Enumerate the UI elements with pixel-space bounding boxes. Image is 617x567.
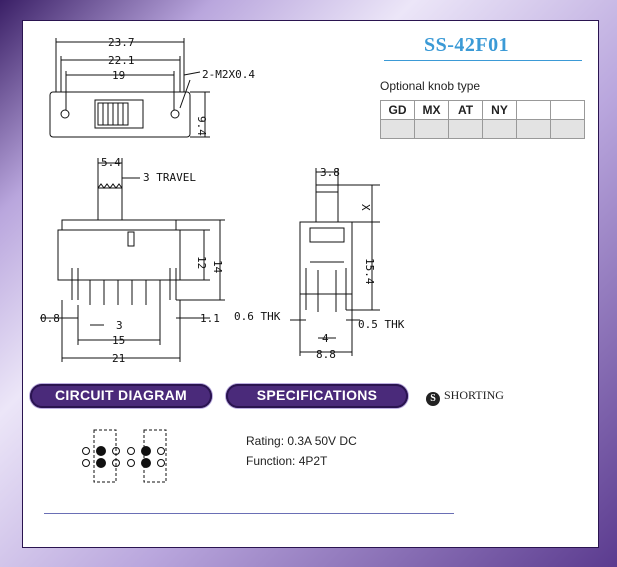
dim-hole-spec: 2-M2X0.4 — [202, 68, 255, 81]
dim-side-x: X — [359, 204, 372, 211]
circuit-diagram-label: CIRCUIT DIAGRAM — [54, 387, 188, 403]
knob-cell-at: AT — [449, 101, 483, 120]
knob-cell-ny: NY — [483, 101, 517, 120]
knob-cell-mx: MX — [415, 101, 449, 120]
dim-travel: 3 TRAVEL — [143, 171, 196, 184]
knob-cell-gd: GD — [381, 101, 415, 120]
dim-hole-pitch: 19 — [112, 69, 126, 82]
circuit-diagram-button[interactable] — [30, 384, 212, 408]
spec-rating: Rating: 0.3A 50V DC — [246, 434, 357, 448]
dim-height-12: 12 — [195, 256, 208, 270]
specifications-label: SPECIFICATIONS — [256, 387, 378, 403]
side-view-actuator — [316, 185, 338, 222]
dim-side-height: 15.4 — [363, 258, 376, 285]
knob-type-label: Optional knob type — [380, 79, 481, 93]
dim-pin-width: 0.8 — [40, 312, 60, 325]
dim-pitch: 3 — [116, 319, 123, 332]
dim-side-88: 8.8 — [316, 348, 336, 361]
dim-height-14: 14 — [211, 260, 224, 274]
dim-top-width: 23.7 — [108, 36, 135, 49]
dim-top-height: 9.4 — [195, 116, 208, 136]
dim-side-4: 4 — [322, 332, 329, 345]
shorting-icon: S — [426, 392, 440, 406]
part-title: SS-42F01 — [424, 34, 510, 56]
dim-thk-2: 0.5 THK — [358, 318, 405, 331]
divider-line — [44, 513, 454, 514]
specifications-button[interactable] — [226, 384, 408, 408]
mount-hole-right — [171, 110, 179, 118]
dim-right-pad: 1.1 — [200, 312, 220, 325]
circuit-diagram — [83, 430, 167, 482]
front-view-body — [58, 230, 180, 280]
dim-actuator-width: 5.4 — [101, 156, 121, 169]
slider-knob — [98, 103, 128, 125]
front-view-actuator — [98, 188, 122, 220]
shorting-label: SHORTING — [444, 388, 504, 402]
dim-side-top: 3.8 — [320, 166, 340, 179]
dim-span-21: 21 — [112, 352, 126, 365]
dim-thk-1: 0.6 THK — [234, 310, 281, 323]
spec-function: Function: 4P2T — [246, 454, 328, 468]
mount-hole-left — [61, 110, 69, 118]
dim-span-15: 15 — [112, 334, 126, 347]
shorting-legend — [426, 388, 504, 406]
dim-top-inner: 22.1 — [108, 54, 135, 67]
